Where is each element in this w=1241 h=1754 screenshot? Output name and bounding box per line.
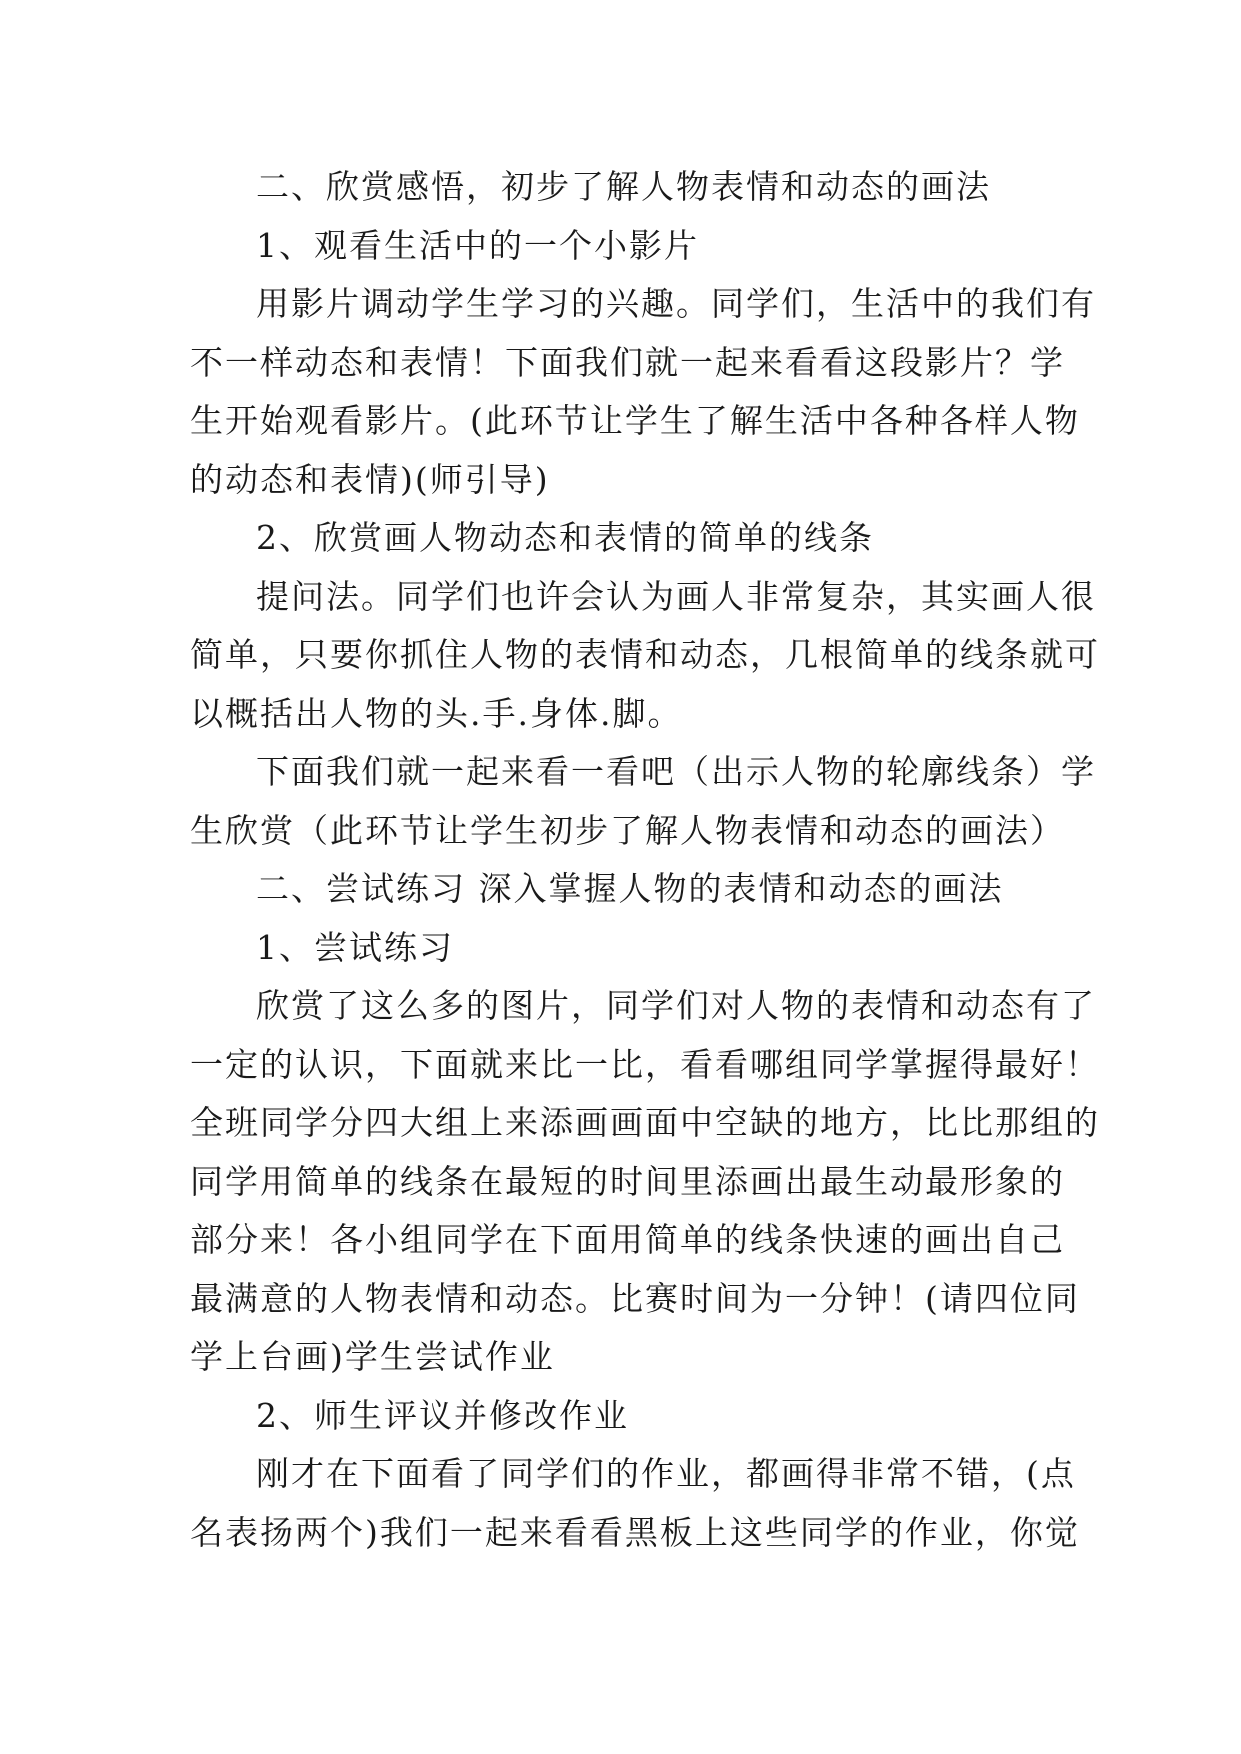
paragraph-line: 最满意的人物表情和动态。比赛时间为一分钟！(请四位同 [190,1278,1080,1318]
document-body [190,158,1100,1562]
subsection-heading: 1、观看生活中的一个小影片 [256,225,699,265]
paragraph-line: 下面我们就一起来看一看吧（出示人物的轮廓线条）学 [256,752,1096,791]
paragraph-line: 全班同学分四大组上来添画画面中空缺的地方，比比那组的 [190,1103,1100,1142]
section-heading: 二、欣赏感悟，初步了解人物表情和动态的画法 [256,167,991,206]
paragraph-line: 不一样动态和表情！下面我们就一起来看看这段影片？学 [190,342,1065,382]
paragraph-line: 刚才在下面看了同学们的作业，都画得非常不错，(点 [256,1454,1076,1493]
paragraph-line: 学上台画)学生尝试作业 [190,1337,555,1376]
paragraph-line: 以概括出人物的头.手.身体.脚。 [190,693,683,733]
paragraph-line: 生欣赏（此环节让学生初步了解人物表情和动态的画法） [190,810,1065,850]
paragraph-line: 部分来！各小组同学在下面用简单的线条快速的画出自己 [190,1220,1065,1259]
paragraph-line: 一定的认识，下面就来比一比，看看哪组同学掌握得最好！ [190,1044,1100,1084]
subsection-heading: 2、欣赏画人物动态和表情的简单的线条 [256,518,874,557]
section-heading: 二、尝试练习 深入掌握人物的表情和动态的画法 [256,869,1004,908]
subsection-heading: 2、师生评议并修改作业 [256,1395,629,1435]
paragraph-line: 的动态和表情)(师引导) [190,459,550,499]
paragraph-line: 欣赏了这么多的图片，同学们对人物的表情和动态有了 [256,986,1096,1025]
paragraph-line: 名表扬两个)我们一起来看看黑板上这些同学的作业，你觉 [190,1512,1080,1552]
paragraph-line: 简单，只要你抓住人物的表情和动态，几根简单的线条就可 [190,635,1100,674]
paragraph-line: 生开始观看影片。(此环节让学生了解生活中各种各样人物 [190,401,1080,440]
paragraph-line: 提问法。同学们也许会认为画人非常复杂，其实画人很 [256,576,1096,616]
subsection-heading: 1、尝试练习 [256,927,454,967]
paragraph-line: 用影片调动学生学习的兴趣。同学们，生活中的我们有 [256,284,1096,323]
paragraph-line: 同学用简单的线条在最短的时间里添画出最生动最形象的 [190,1161,1065,1201]
